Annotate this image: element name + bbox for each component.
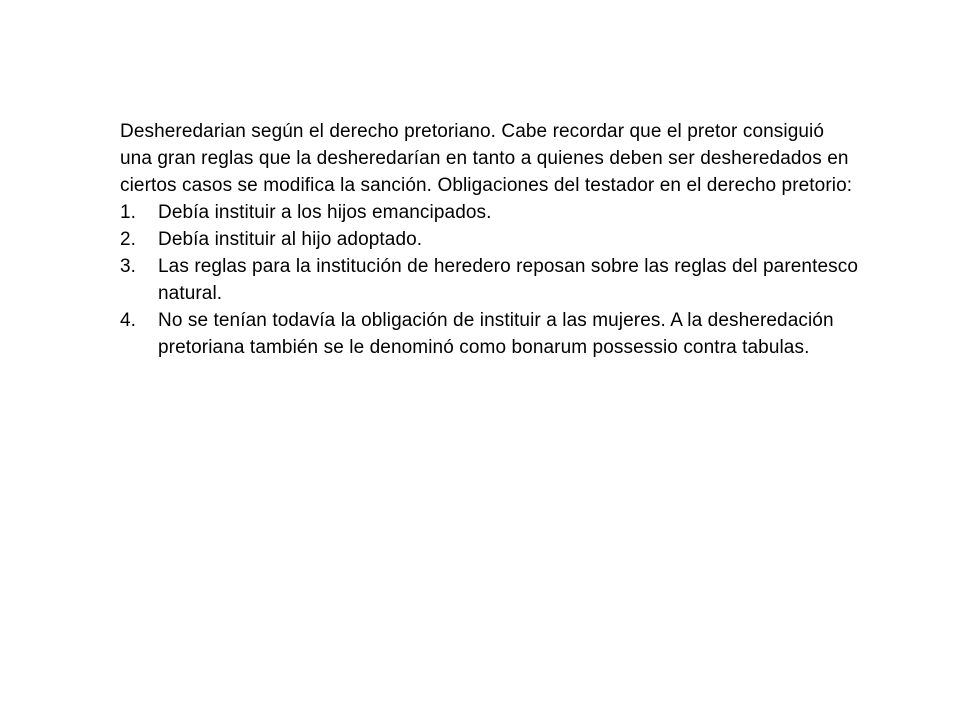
intro-paragraph: Desheredarian según el derecho pretoriano. Cabe recordar que el pretor consiguió una gran reglas que la desheredarían en tanto a quienes deben ser desheredados en ciertos casos se modifica la sanción. Obligaciones del testador en el derecho pretorio: [120,121,853,196]
list-item-number: 2. [120,229,137,250]
list-item-text: Debía instituir a los hijos emancipados. [158,202,492,223]
list-item [120,253,860,307]
text-block [120,118,860,361]
list-item [120,199,860,226]
list-item-text: Debía instituir al hijo adoptado. [158,229,423,250]
list-item-number: 1. [120,202,137,223]
list-item-number: 4. [120,310,137,331]
obligations-list [120,199,860,361]
list-item-text: No se tenían todavía la obligación de instituir a las mujeres. A la desheredación pretoriana también se le denominó como bonarum possessio contra tabulas. [158,310,834,358]
list-item-number: 3. [120,256,137,277]
list-item [120,307,860,361]
list-item-text: Las reglas para la institución de heredero reposan sobre las reglas del parentesco natural. [158,256,859,304]
list-item [120,226,860,253]
